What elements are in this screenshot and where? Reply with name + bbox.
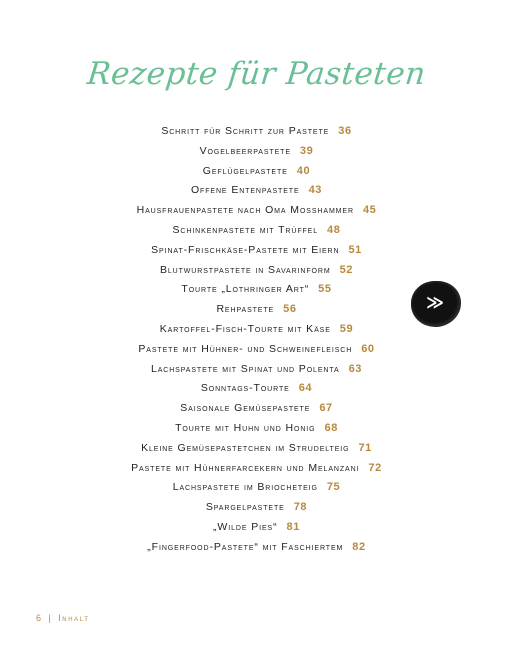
- toc-entry[interactable]: [0, 340, 513, 360]
- toc-entry-title: Tourte „Lothringer Art“: [181, 283, 310, 296]
- toc-entry-page: 55: [318, 283, 332, 296]
- toc-entry-title: Rehpastete: [216, 303, 275, 316]
- toc-entry-page: 52: [339, 263, 354, 276]
- toc-entry[interactable]: [0, 261, 513, 281]
- toc-entry[interactable]: [0, 439, 513, 459]
- toc-entry-page: 64: [298, 382, 313, 395]
- toc-entry-page: 56: [283, 303, 297, 316]
- toc-entry-page: 78: [293, 501, 308, 514]
- toc-entry-page: 81: [286, 520, 300, 533]
- toc-entry[interactable]: [0, 399, 513, 419]
- toc-entry-page: 60: [361, 342, 375, 355]
- toc-entry-title: Vogelbeerpastete: [199, 144, 291, 157]
- page-title: Rezepte für Pasteten: [85, 56, 428, 92]
- toc-entry[interactable]: [0, 419, 513, 439]
- toc-entry-title: Schinkenpastete mit Trüffel: [172, 223, 319, 236]
- toc-entry-page: 82: [352, 540, 366, 553]
- toc-entry[interactable]: [0, 221, 513, 241]
- toc-entry-page: 68: [324, 421, 338, 434]
- toc-entry-title: Geflügelpastete: [202, 164, 288, 177]
- toc-entry[interactable]: [0, 181, 513, 201]
- toc-entry-page: 40: [296, 164, 311, 177]
- section-name: Inhalt: [58, 613, 90, 623]
- toc-entry-title: Lachspastete im Briocheteig: [172, 481, 318, 494]
- toc-entry[interactable]: [0, 459, 513, 479]
- toc-entry-title: Saisonale Gemüsepastete: [180, 402, 311, 415]
- toc-entry-page: 36: [338, 125, 352, 137]
- toc-entry[interactable]: [0, 241, 513, 261]
- toc-entry-title: Lachspastete mit Spinat und Polenta: [150, 362, 340, 375]
- toc-entry-page: 67: [319, 402, 333, 415]
- toc-entry-title: Offene Entenpastete: [190, 184, 300, 197]
- toc-entry-page: 72: [368, 461, 382, 474]
- toc-entry-title: Spinat-Frischkäse-Pastete mit Eiern: [151, 243, 340, 256]
- toc-entry-title: Pastete mit Hühner- und Schweinefleisch: [138, 342, 353, 355]
- toc-entry-title: Schritt für Schritt zur Pastete: [161, 125, 330, 137]
- double-chevron-right-icon: ≫: [426, 293, 444, 313]
- toc-entry-title: Kartoffel-Fisch-Tourte mit Käse: [159, 322, 331, 335]
- toc-entry-title: „Fingerfood-Pastete“ mit Faschiertem: [147, 540, 344, 553]
- toc-entry[interactable]: [0, 320, 513, 340]
- toc-entry[interactable]: [0, 478, 513, 498]
- toc-entry-title: Sonntags-Tourte: [200, 382, 290, 395]
- toc-entry-title: Pastete mit Hühnerfarcekern und Melanzani: [131, 461, 360, 474]
- toc-entry-title: Kleine Gemüsepastetchen im Strudelteig: [141, 441, 350, 454]
- toc-entry[interactable]: [0, 538, 513, 558]
- toc-entry-page: 59: [339, 322, 354, 335]
- toc-entry-title: „Wilde Pies“: [213, 520, 278, 533]
- toc-entry[interactable]: [0, 122, 513, 142]
- toc-entry-page: 43: [308, 184, 322, 197]
- footer-separator: |: [48, 613, 53, 623]
- toc-entry-page: 71: [358, 441, 372, 454]
- toc-entry-title: Spargelpastete: [205, 501, 285, 514]
- toc-entry-page: 51: [348, 243, 362, 256]
- toc-entry[interactable]: [0, 379, 513, 399]
- toc-entry[interactable]: [0, 498, 513, 518]
- toc-entry-title: Tourte mit Huhn und Honig: [175, 421, 316, 434]
- toc-entry-page: 45: [362, 204, 377, 217]
- toc-entry-page: 63: [348, 362, 363, 375]
- toc-entry-title: Blutwurstpastete in Savarinform: [159, 263, 331, 276]
- toc-entry-title: Hausfrauenpastete nach Oma Mosshammer: [136, 204, 354, 217]
- toc-entry[interactable]: [0, 162, 513, 182]
- page-footer: [36, 613, 89, 623]
- toc-entry-page: 75: [326, 481, 341, 494]
- toc-entry-page: 48: [327, 223, 341, 236]
- toc-entry[interactable]: [0, 360, 513, 380]
- toc-entry[interactable]: [0, 518, 513, 538]
- table-of-contents: [0, 122, 513, 558]
- toc-entry[interactable]: [0, 201, 513, 221]
- page-number: 6: [36, 613, 43, 623]
- toc-entry-page: 39: [299, 144, 314, 157]
- toc-entry[interactable]: [0, 142, 513, 162]
